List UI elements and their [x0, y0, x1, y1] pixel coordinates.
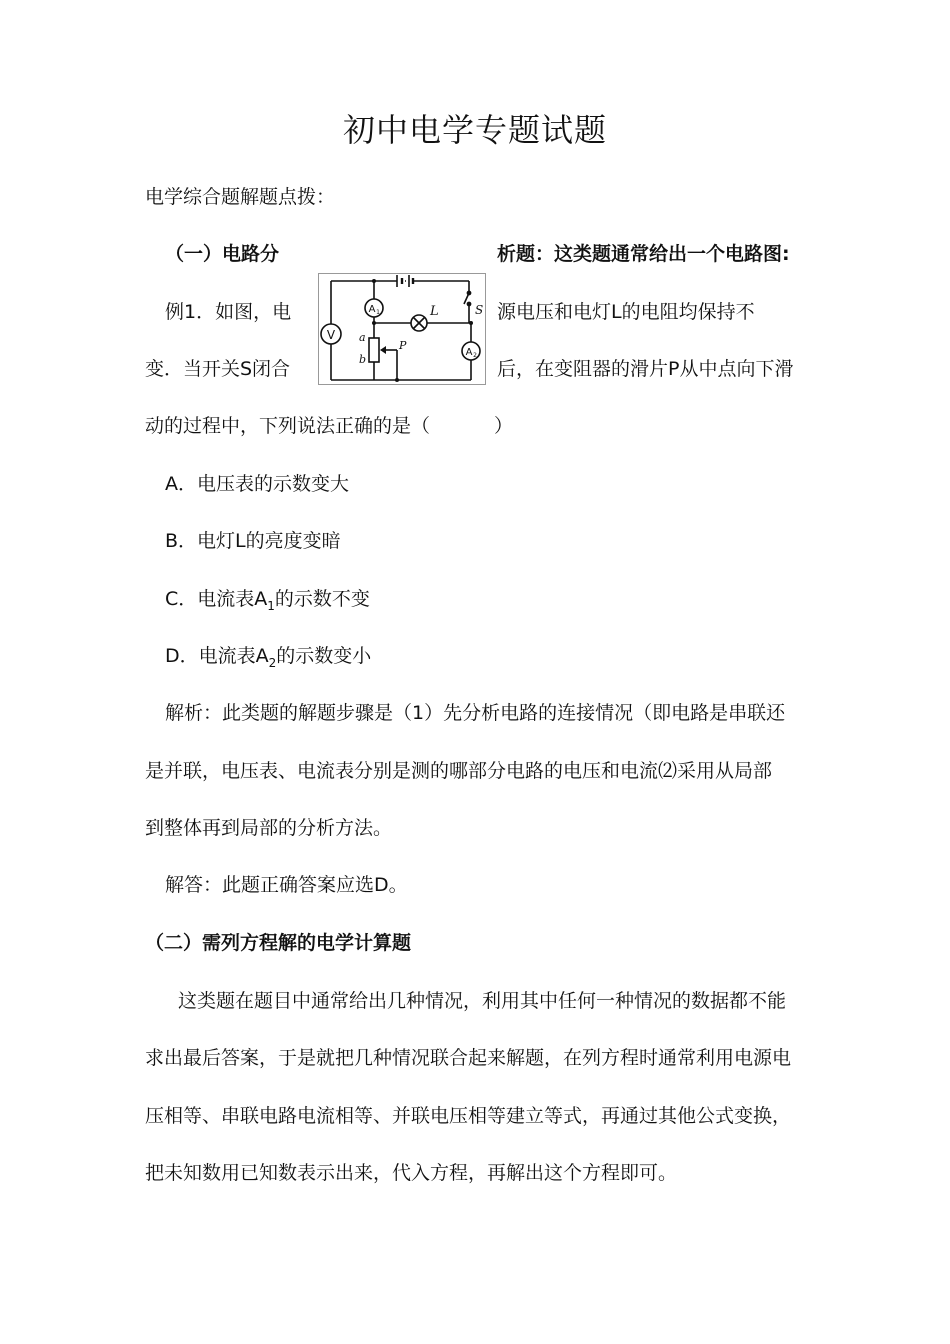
- ammeter-a2-icon: [462, 342, 480, 360]
- section1-heading-left: （一）电路分: [165, 243, 280, 265]
- ammeter-a1-sub: 1: [376, 309, 380, 316]
- example-line1-right: 源电压和电灯L的电阻均保持不: [497, 301, 755, 323]
- switch-label: S: [475, 303, 484, 317]
- section2-line2: 求出最后答案，于是就把几种情况联合起来解题，在列方程时通常利用电源电: [145, 1047, 792, 1069]
- ammeter-a1-icon: [365, 299, 383, 317]
- example-line3: [145, 413, 513, 439]
- ammeter-a1-label: A: [368, 304, 376, 315]
- example-line3-close: ）: [494, 415, 514, 437]
- option-c-pre: C．电流表A: [165, 588, 268, 610]
- slider-p-label: P: [399, 339, 407, 352]
- option-d: [165, 643, 371, 676]
- lamp-icon: [411, 304, 439, 331]
- section2-line1: 这类题在题目中通常给出几种情况，利用其中任何一种情况的数据都不能: [178, 990, 787, 1012]
- analysis-line2: 是并联，电压表、电流表分别是测的哪部分电路的电压和电流⑵采用从局部: [145, 760, 773, 782]
- rheostat-b-label: b: [359, 353, 367, 366]
- lamp-label: L: [430, 304, 439, 319]
- page-title: 初中电学专题试题: [342, 111, 607, 149]
- option-b: B．电灯L的亮度变暗: [165, 530, 341, 552]
- option-c: [165, 586, 370, 619]
- example-line2-left: 变．当开关S闭合: [145, 358, 291, 380]
- section2-line4: 把未知数用已知数表示出来，代入方程，再解出这个方程即可。: [145, 1162, 678, 1184]
- analysis-line1: 解析：此类题的解题步骤是（1）先分析电路的连接情况（即电路是串联还: [165, 702, 786, 724]
- voltmeter-icon: [321, 324, 341, 344]
- voltmeter-label: V: [326, 328, 336, 342]
- rheostat-a-label: a: [359, 331, 366, 344]
- example-line2-right: 后，在变阻器的滑片P从中点向下滑: [497, 358, 794, 380]
- analysis-line3: 到整体再到局部的分析方法。: [145, 817, 393, 839]
- option-c-post: 的示数不变: [274, 588, 370, 610]
- section1-heading-right: 析题：这类题通常给出一个电路图:: [497, 243, 790, 265]
- ammeter-a2-label: A: [465, 347, 473, 358]
- rheostat-icon: [359, 331, 407, 366]
- option-d-post: 的示数变小: [276, 645, 372, 667]
- switch-icon: [464, 291, 471, 305]
- ammeter-a2-sub: 2: [473, 352, 477, 359]
- intro-line: 电学综合题解题点拨：: [145, 186, 336, 208]
- battery-icon: [397, 275, 413, 287]
- answer-line: 解答：此题正确答案应选D。: [165, 874, 408, 896]
- option-d-pre: D．电流表A: [165, 645, 269, 667]
- circuit-diagram-svg: [319, 274, 485, 384]
- option-d-sub: 2: [268, 656, 277, 670]
- section2-line3: 压相等、串联电路电流相等、并联电压相等建立等式，再通过其他公式变换，: [145, 1105, 792, 1127]
- example-line1-left: 例1．如图，电: [165, 301, 292, 323]
- example-line3-text: 动的过程中，下列说法正确的是（: [145, 415, 431, 437]
- circuit-diagram: [318, 273, 486, 385]
- option-a: A．电压表的示数变大: [165, 473, 349, 495]
- option-c-sub: 1: [267, 599, 275, 613]
- section2-heading: （二）需列方程解的电学计算题: [145, 932, 412, 954]
